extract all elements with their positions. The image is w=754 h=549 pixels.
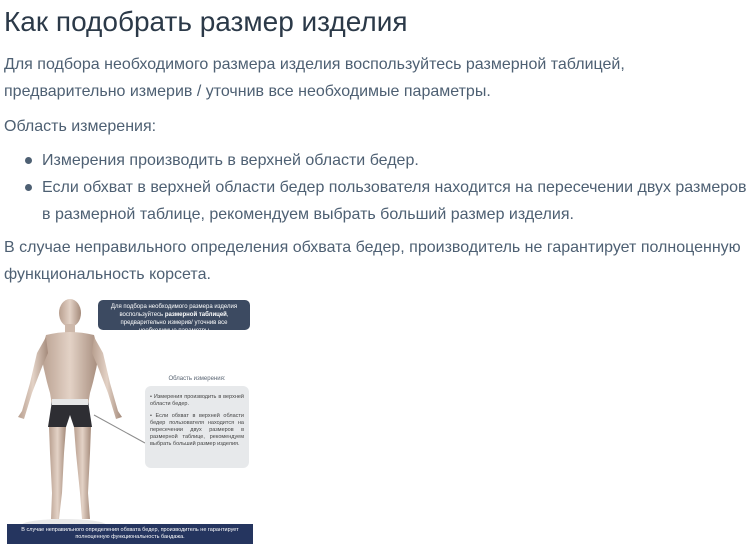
size-guide-illustration [4, 293, 256, 546]
measurement-list [4, 147, 749, 228]
figure-box-item: • Измерения производить в верхней области бедер. [150, 394, 244, 407]
page-title: Как подобрать размер изделия [4, 6, 408, 37]
warning-paragraph: В случае неправильного определения обхвата бедер, производитель не гарантирует полноценную функциональность корсета. [4, 239, 741, 283]
list-item [4, 174, 749, 228]
figure-top-text-end: , предварительно измерив/ уточнив все необходимые параметры [120, 312, 229, 334]
figure-info-box [145, 386, 249, 468]
figure-top-banner [98, 300, 250, 334]
figure-top-bold: размерной таблицей [164, 312, 227, 318]
list-item [4, 147, 749, 174]
list-item-text: Измерения производить в верхней области бедер. [42, 152, 419, 169]
bullet-icon [25, 184, 32, 191]
figure-top-text: Для подбора необходимого размера изделия воспользуйтесь [110, 304, 238, 318]
figure-box-item: • Если обхват в верхней области бедер пользователя находится на пересечении двух размеров в размерной таблице, рекомендуем выбрать больший размер изделия. [150, 413, 244, 447]
area-heading: Область измерения: [4, 118, 157, 135]
intro-paragraph: Для подбора необходимого размера изделия воспользуйтесь размерной таблицей, предварительно измерив / уточнив все необходимые параметры. [4, 56, 625, 100]
figure-area-label: Область измерения: [168, 376, 226, 382]
bullet-icon [25, 157, 32, 164]
figure-bottom-banner: В случае неправильного определения обхвата бедер, производитель не гарантирует полноценную функциональность бандажа. [7, 524, 253, 544]
list-item-text: Если обхват в верхней области бедер пользователя находится на пересечении двух размеров в размерной таблице, рекомендуем выбрать больший размер изделия. [42, 179, 747, 223]
